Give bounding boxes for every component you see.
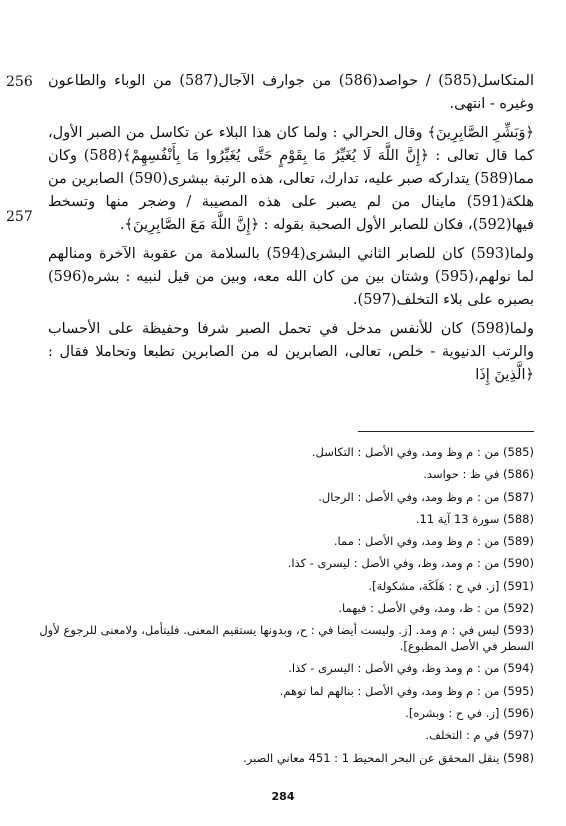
- page-number: 284: [271, 790, 295, 803]
- footnote: (590) من : م ومد، وظ، وفي الأصل : ليسرى - كذا.: [287, 556, 534, 571]
- paragraph: ولما(598) كان للأنفس مدخل في تحمل الصبر شرفا وحفيظة على الأحساب والرتب الدنيوية - خلص، تعالى، الصابرين له من الصابرين تطبعا وتحاملا فقال : ﴿الَّذِينَ إِذَا: [48, 321, 534, 383]
- footnote: (593) ليس في : م ومد. [ز. وليست أيضا في : ح، وبدونها يستقيم المعنى. فليتأمل، ولامعنى للرجوع لأول السطر في الأصل المطبوع].: [39, 623, 534, 654]
- paragraph: ﴿وَبَشِّرِ الصَّابِرِينَ﴾ وقال الحرالي : ولما كان هذا البلاء عن تكاسل من الصبر الأول، كما قال تعالى : ﴿إِنَّ اللَّهَ لَا يُغَيِّرُ مَا بِقَوْمٍ حَتَّى يُغَيِّرُوا مَا بِأَنْفُسِهِمْ﴾(588) وكان مما(589) يتداركه صبر عليه، تدارك، تعالى، هذه الرتبة ببشرى(590) الصابرين من هلكة(591) ماينال من لم يصبر على هذه المصيبة / وضجر منها وتسخط فيها(592)، فكان للصابر الأول الصحبة بقوله : ﴿إِنَّ اللَّهَ مَعَ الصَّابِرِينَ﴾.: [48, 125, 535, 233]
- footnote: (595) من : م وظ ومد، وفي الأصل : بنالهم لما توهم.: [279, 683, 534, 698]
- footnote: (587) من : م وظ ومد، وفي الأصل : الرجال.: [318, 489, 534, 504]
- footnote: (586) في ظ : حواسد.: [423, 467, 534, 482]
- footnote: (596) [ز. في ح : وبشره].: [405, 705, 534, 720]
- margin-number: 257: [6, 209, 33, 225]
- footnote: (585) من : م وظ ومد، وفي الأصل : التكاسل.: [311, 445, 534, 459]
- main-text: [48, 70, 534, 393]
- paragraph: المتكاسل(585) / حواصد(586) من جوارف الآجال(587) من الوباء والطاعون وغيره - انتهى.: [48, 73, 534, 112]
- footnote: (592) من : ظ، ومد، وفي الأصل : فيهما.: [338, 601, 534, 616]
- footnote: (598) ينقل المحقق عن البحر المحيط 1 : 451 معاني الصبر.: [243, 750, 534, 765]
- footnote: (591) [ز. في ح : هَلَكَة، مشكولة].: [368, 578, 534, 593]
- footnotes: [30, 441, 534, 769]
- footnote: (588) سورة 13 آية 11.: [415, 511, 534, 526]
- footnote: (597) في م : التخلف.: [425, 728, 534, 743]
- margin-number: 256: [6, 74, 33, 90]
- footnote-divider: [358, 431, 534, 432]
- footnote: (594) من : م ومد وظ، وفي الأصل : اليسرى - كذا.: [288, 661, 534, 676]
- paragraph: ولما(593) كان للصابر الثاني البشرى(594) بالسلامة من عقوبة الآخرة ومنالهم لما نولهم،(595) وشتان بين من كان الله معه، وبين من قيل لنبيه : بشره(596) بصبره على بلاء التخلف(597).: [48, 246, 535, 308]
- footnote: (589) من : م وظ ومد، وفي الأصل : مما.: [333, 534, 534, 549]
